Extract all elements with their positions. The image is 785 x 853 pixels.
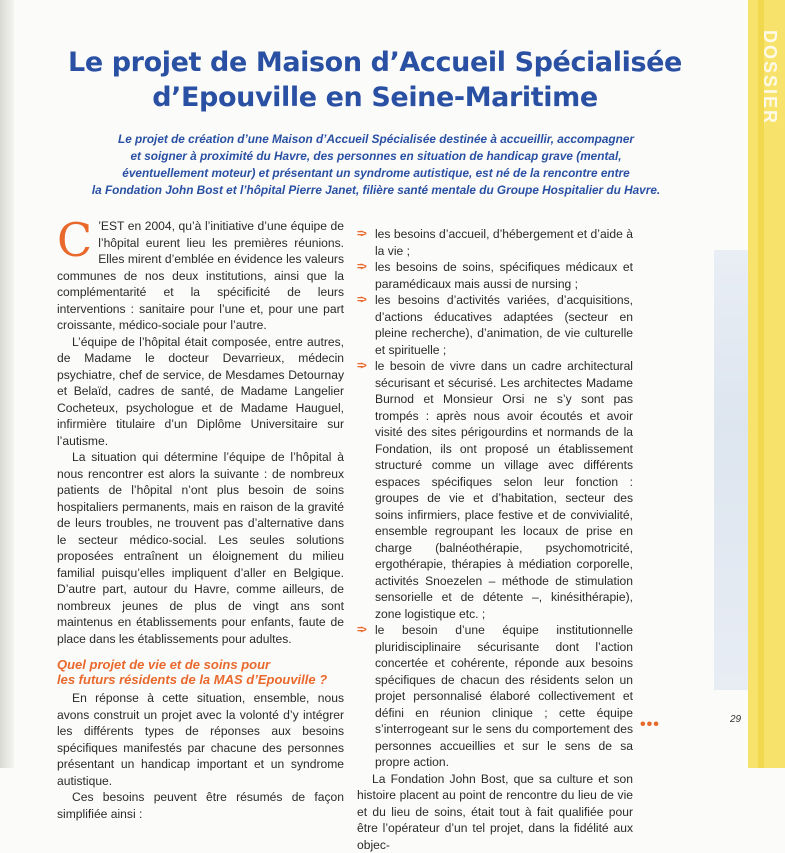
right-column <box>357 226 633 853</box>
list-item <box>357 226 633 259</box>
page-gutter-shadow <box>0 0 14 768</box>
closing-paragraph: La Fondation John Bost, que sa culture et son histoire placent au point de rencontre du lieu de vie et du lieu de soins, était tout à fait qualifiée pour être l’opérateur d’un tel projet, dans la fidélité aux objec- <box>357 771 633 853</box>
list-item <box>357 292 633 358</box>
page-number: 29 <box>730 714 741 725</box>
title-line-2: d’Epouville en Seine-Maritime <box>152 82 598 113</box>
intro-line-2: et soigner à proximité du Havre, des personnes en situation de handicap grave (mental, <box>130 149 621 163</box>
list-item-text: les besoins de soins, spécifiques médicaux et paramédicaux mais aussi de nursing ; <box>375 260 633 291</box>
intro-line-4: la Fondation John Bost et l’hôpital Pierre Janet, filière santé mentale du Groupe Hospitalier du Havre. <box>92 183 660 197</box>
list-item-text: les besoins d’activités variées, d’acquisitions, d’actions éducatives adaptées (secteur en pleine recherche), d’animation, de vie culturelle et spirituelle ; <box>375 293 633 357</box>
list-item <box>357 622 633 771</box>
intro-line-3: éventuellement moteur) et présentant un syndrome autistique, est né de la rencontre entre <box>122 166 629 180</box>
subheading-line-1: Quel projet de vie et de soins pour <box>57 657 270 672</box>
arrow-bullet-icon: => <box>357 259 364 276</box>
title-line-1: Le projet de Maison d’Accueil Spécialisée <box>68 47 682 78</box>
paragraph-5: Ces besoins peuvent être résumés de façon simplifiée ainsi : <box>57 789 344 822</box>
section-subheading <box>57 657 344 687</box>
paragraph-2: L’équipe de l’hôpital était composée, entre autres, de Madame le docteur Devarrieux, médecin psychiatre, chef de service, de Mesdames Detournay et Belaïd, cadres de santé, de Madame Langelier Cocheteux, psychologue et de Madame Hauguel, infirmière titulaire d’un Diplôme Universitaire sur l’autisme. <box>57 334 344 450</box>
list-item-text: le besoin de vivre dans un cadre architectural sécurisant et sécurisé. Les architectes Madame Burnod et Monsieur Orsi ne s’y sont pas trompés : après nous avoir écoutés et avoir visité des sites périgourdins et normands de la Fondation, ils ont proposé un établissement structuré comme un village avec différents espaces spécifiques selon leur fonction : groupes de vie et d’habitation, secteur des soins infirmiers, place festive et de convivialité, ensemble regroupant les locaux de prise en charge (balnéothérapie, psychomotricité, ergothérapie, thérapies à médiation corporelle, activités Snoezelen – méthode de stimulation sensorielle et de détente –, kinésithérapie), zone logistique etc. ; <box>375 359 633 621</box>
article-intro <box>62 131 690 199</box>
article-title <box>60 45 690 115</box>
drop-cap: C <box>57 220 92 260</box>
arrow-bullet-icon: => <box>357 358 364 375</box>
list-item-text: le besoin d’une équipe institutionnelle pluridisciplinaire sécurisante dont l’action concertée et cohérente, réponde aux besoins spécifiques de chacun des résidents selon un projet personnalisé élaboré collectivement et défini en réunion clinique ; cette équipe s’interrogeant sur le sens du comportement des personnes accueillies et sur le sens de sa propre action. <box>375 623 633 769</box>
left-column <box>57 218 344 822</box>
section-label: DOSSIER <box>752 30 780 150</box>
list-item <box>357 259 633 292</box>
list-item-text: les besoins d’accueil, d’hébergement et d’aide à la vie ; <box>375 227 633 258</box>
paragraph-1-text: ’EST en 2004, qu’à l’initiative d’une équipe de l’hôpital eurent lieu les premières réunions. Elles mirent d’emblée en évidence les valeurs communes de nos deux institutions, ainsi que la complémentarité et la spécificité de leurs interventions : sanitaire pour l’une et, pour une part croissante, médico-sociale pour l’autre. <box>57 219 344 332</box>
paragraph-1 <box>57 218 344 334</box>
intro-line-1: Le projet de création d’une Maison d’Accueil Spécialisée destinée à accueillir, accompagner <box>118 132 634 146</box>
list-item <box>357 358 633 622</box>
subheading-line-2: les futurs résidents de la MAS d’Epouville ? <box>57 672 327 687</box>
arrow-bullet-icon: => <box>357 622 364 639</box>
arrow-bullet-icon: => <box>357 292 364 309</box>
continuation-dots-icon: ••• <box>640 716 660 734</box>
paragraph-4: En réponse à cette situation, ensemble, nous avons construit un projet avec la volonté d’y intégrer les différents types de réponses aux besoins spécifiques manifestés par chacune des personnes présentant un handicap important et un syndrome autistique. <box>57 690 344 789</box>
bleed-through-photo <box>714 250 748 690</box>
paragraph-3: La situation qui détermine l’équipe de l’hôpital à nous rencontrer est alors la suivante : de nombreux patients de l’hôpital n’ont plus besoin de soins hospitaliers permanents, mais en raison de la gravité de leurs troubles, ne trouvent pas d’alternative dans le secteur médico-social. Les seules solutions proposées entraînent un éloignement du milieu familial puisqu’elles impliquent d’aller en Belgique. D’autre part, autour du Havre, comme ailleurs, de nombreux jeunes de plus de vingt ans sont maintenus en établissements pour enfants, faute de place dans les établissements pour adultes. <box>57 449 344 647</box>
arrow-bullet-icon: => <box>357 226 364 243</box>
